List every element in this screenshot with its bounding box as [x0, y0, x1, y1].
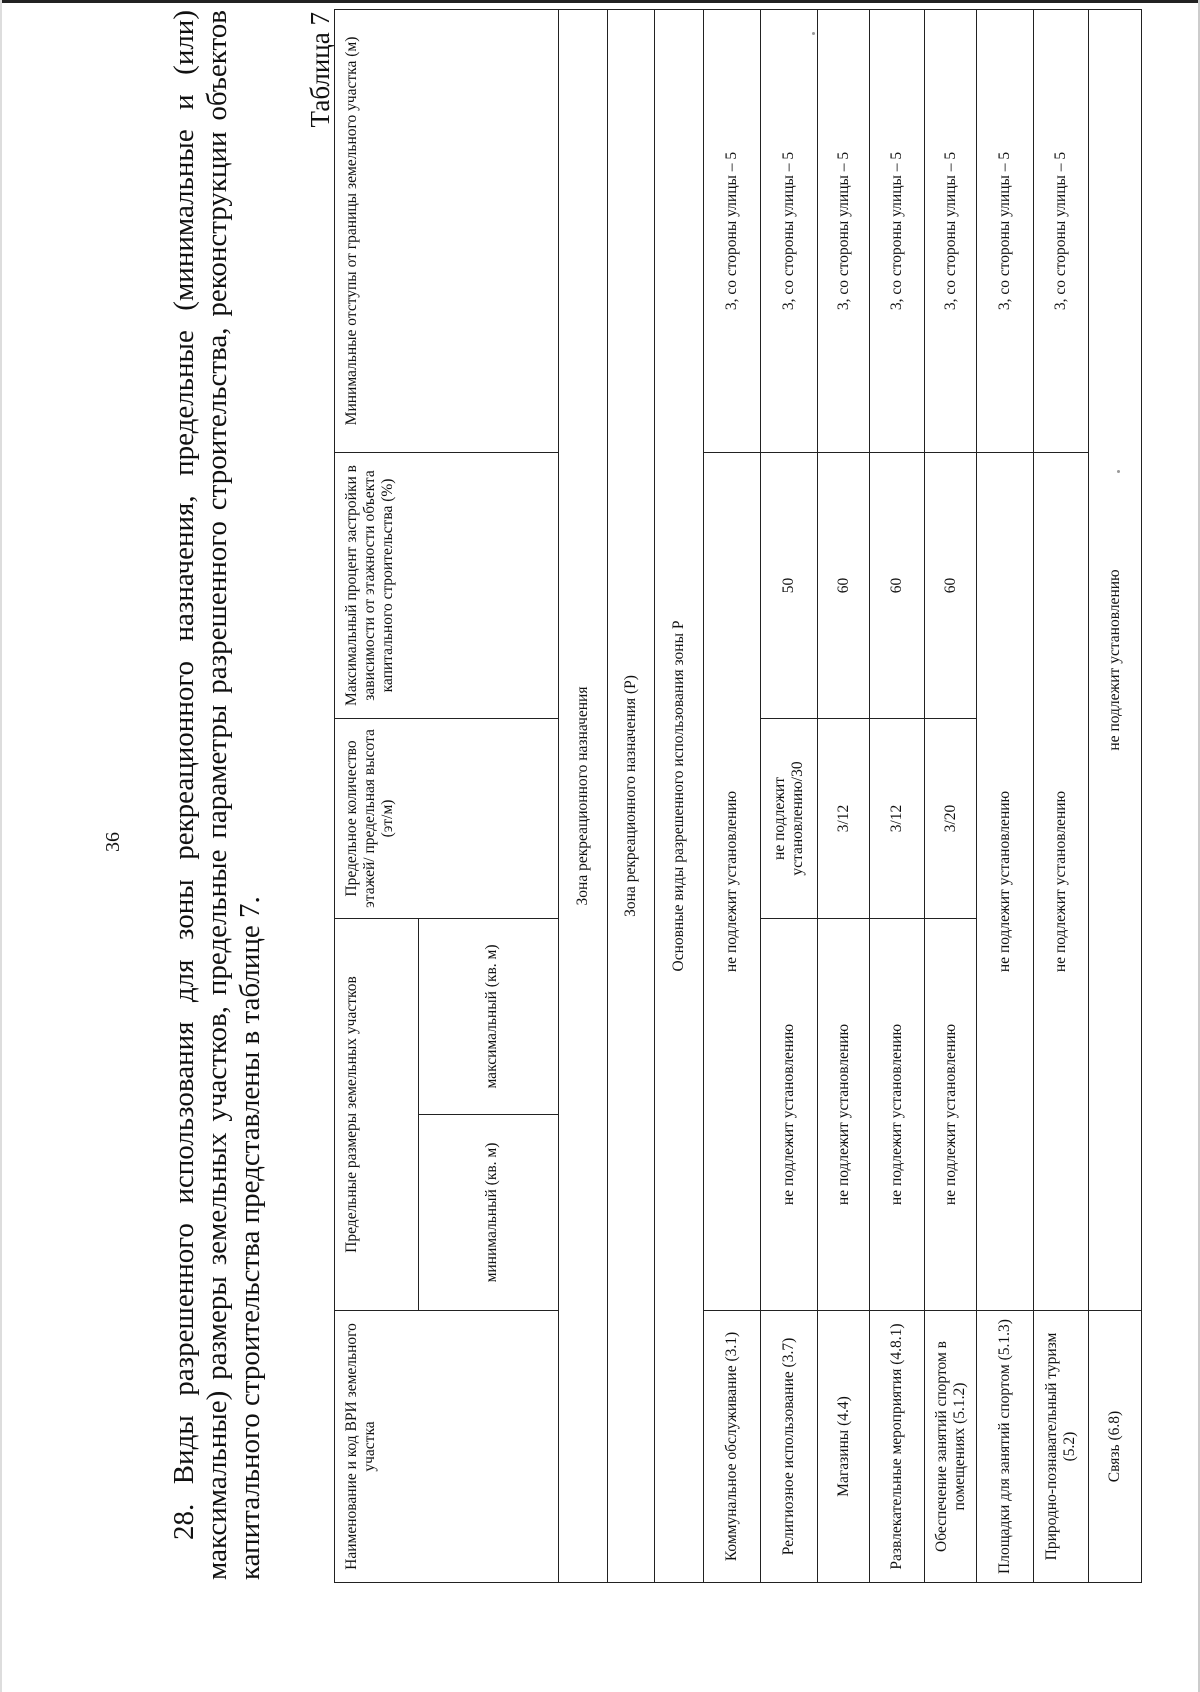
intro-paragraph: 28. Виды разрешенного использования для зоны рекреационного назначения, предельные (минимальные и (или) максимальные) размеры земельных участков, предельные параметры разрешенного строительства, реконструкции объектов капитального строительства представлены в таблице 7.: [168, 10, 266, 1580]
row-setback: 3, со стороны улицы – 5: [1034, 9, 1089, 452]
table-row: [977, 9, 1034, 1582]
row-name: Религиозное использование (3.7): [761, 1311, 818, 1583]
header-max-coverage: Максимальный процент застройки в зависимости от этажности объекта капитального строительства (%): [335, 452, 559, 718]
table-row: [870, 9, 925, 1582]
section-zone: Зона рекреационного назначения: [559, 9, 608, 1582]
row-name: Природно-познавательный туризм (5.2): [1034, 1311, 1089, 1583]
row-setback: 3, со стороны улицы – 5: [977, 9, 1034, 452]
header-max-size: максимальный (кв. м): [419, 918, 559, 1114]
table-row: [1034, 9, 1089, 1582]
header-min-setbacks: Минимальные отступы от границы земельного участка (м): [335, 9, 559, 452]
row-coverage: 60: [818, 452, 870, 718]
table-row: [704, 9, 761, 1582]
header-name: Наименование и код ВРИ земельного участка: [335, 1311, 559, 1583]
row-merged-value: не подлежит установлению: [704, 452, 761, 1310]
row-merged-value: не подлежит установлению: [1089, 9, 1142, 1310]
row-plot-sizes: не подлежит установлению: [818, 918, 870, 1310]
row-setback: 3, со стороны улицы – 5: [761, 9, 818, 452]
header-min-size: минимальный (кв. м): [419, 1115, 559, 1311]
row-setback: 3, со стороны улицы – 5: [925, 9, 977, 452]
table-caption: Таблица 7: [305, 12, 335, 128]
table-row: [1089, 9, 1142, 1582]
row-floors: 3/12: [870, 718, 925, 918]
row-plot-sizes: не подлежит установлению: [925, 918, 977, 1310]
row-coverage: 50: [761, 452, 818, 718]
row-floors: 3/20: [925, 718, 977, 918]
section-subzone: Зона рекреационного назначения (Р): [608, 9, 655, 1582]
row-floors: не подлежит установлению/30: [761, 718, 818, 918]
row-name: Развлекательные мероприятия (4.8.1): [870, 1311, 925, 1583]
table-row: [761, 9, 818, 1582]
row-coverage: 60: [870, 452, 925, 718]
row-name: Связь (6.8): [1089, 1311, 1142, 1583]
header-floors-height: Предельное количество этажей/ предельная высота (эт/м): [335, 718, 559, 918]
table-row: [818, 9, 870, 1582]
row-name: Обеспечение занятий спортом в помещениях (5.1.2): [925, 1311, 977, 1583]
header-plot-sizes: Предельные размеры земельных участков: [335, 918, 419, 1310]
row-name: Магазины (4.4): [818, 1311, 870, 1583]
row-plot-sizes: не подлежит установлению: [870, 918, 925, 1310]
section-main-uses: Основные виды разрешенного использования зоны Р: [655, 9, 704, 1582]
row-plot-sizes: не подлежит установлению: [761, 918, 818, 1310]
table-row: [925, 9, 977, 1582]
row-name: Площадки для занятий спортом (5.1.3): [977, 1311, 1034, 1583]
row-setback: 3, со стороны улицы – 5: [870, 9, 925, 452]
parameters-table: [334, 9, 1142, 1583]
row-floors: 3/12: [818, 718, 870, 918]
row-merged-value: не подлежит установлению: [977, 452, 1034, 1310]
row-setback: 3, со стороны улицы – 5: [704, 9, 761, 452]
page-number: 36: [102, 832, 124, 852]
row-name: Коммунальное обслуживание (3.1): [704, 1311, 761, 1583]
row-merged-value: не подлежит установлению: [1034, 452, 1089, 1310]
row-coverage: 60: [925, 452, 977, 718]
row-setback: 3, со стороны улицы – 5: [818, 9, 870, 452]
